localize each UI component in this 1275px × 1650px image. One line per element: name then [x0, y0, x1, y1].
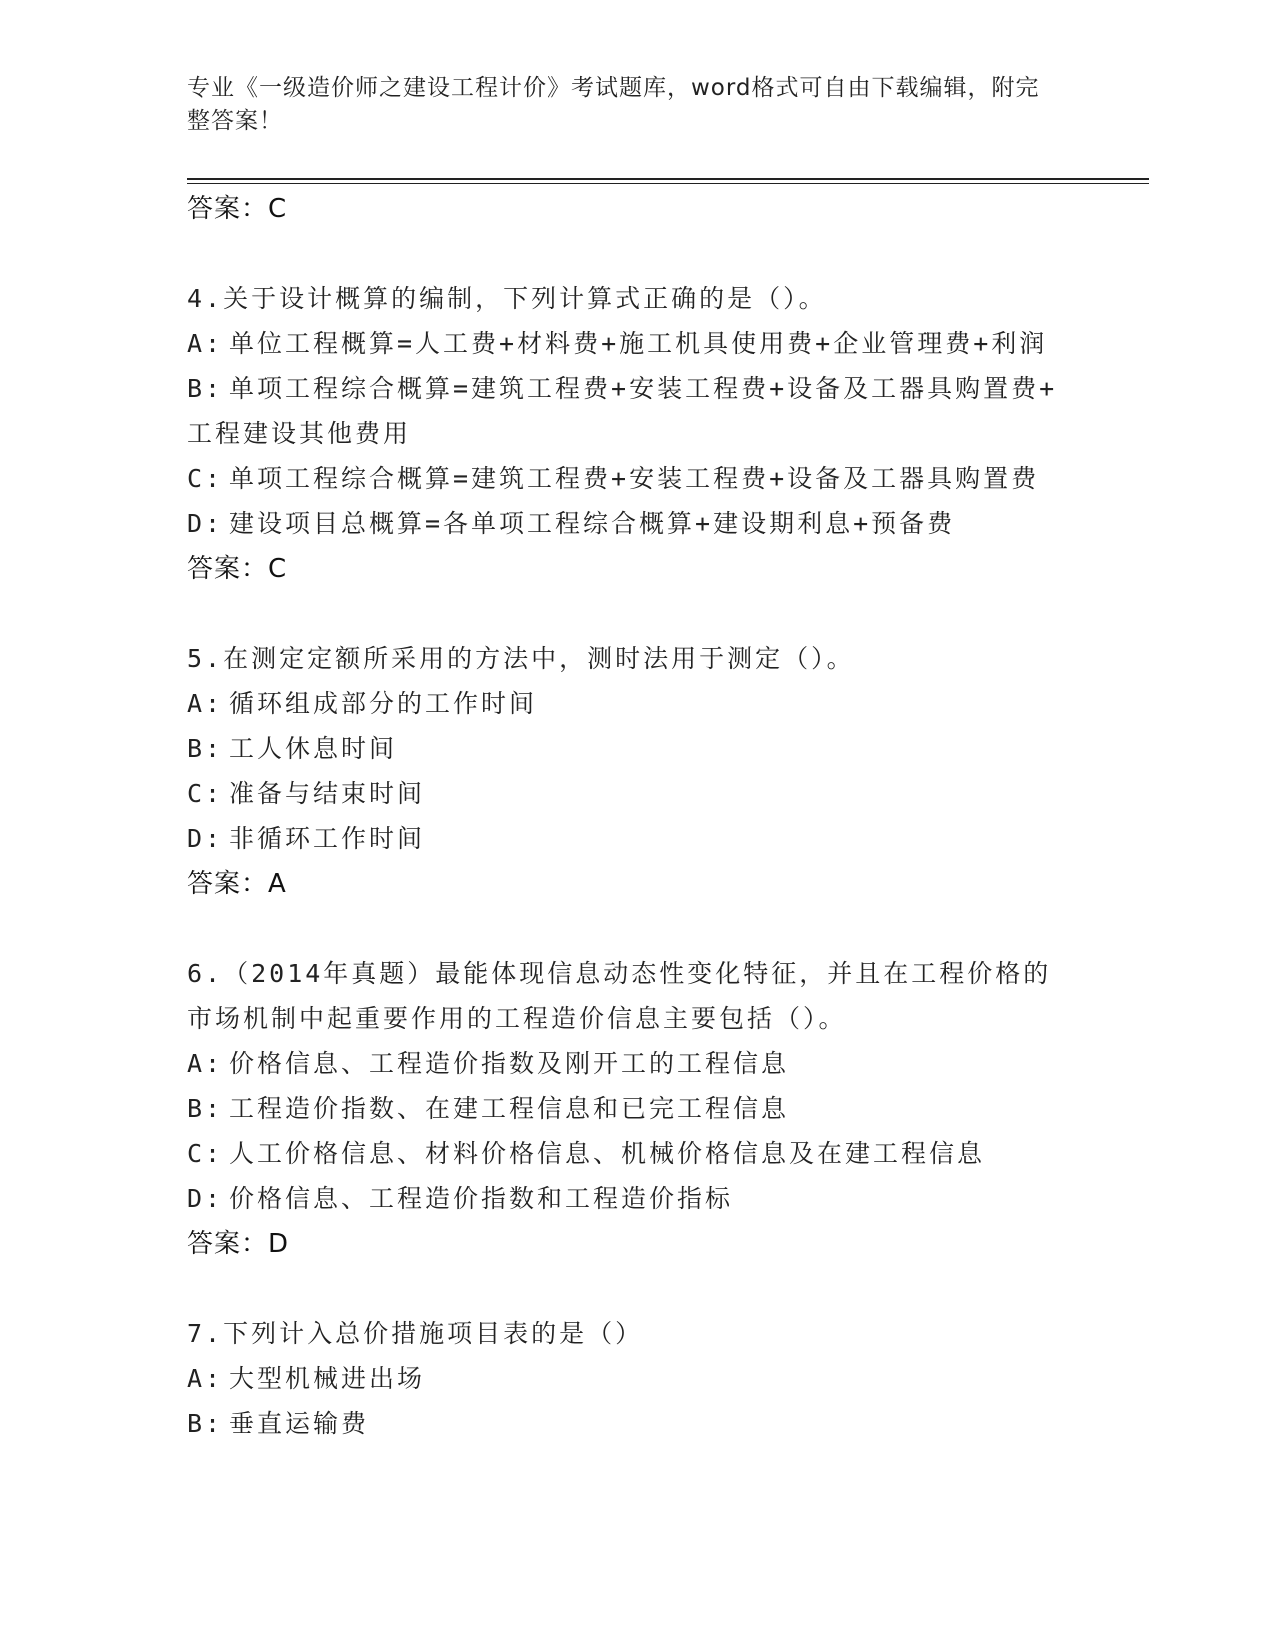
option-text: 人工价格信息、材料价格信息、机械价格信息及在建工程信息: [229, 1139, 986, 1168]
option-key: A:: [187, 1364, 224, 1393]
option-key: C:: [187, 1139, 224, 1168]
option-b-continued: 工程建设其他费用: [187, 419, 412, 448]
option-key: B:: [187, 374, 224, 403]
option-text: 循环组成部分的工作时间: [229, 689, 538, 718]
option-c: [187, 456, 1087, 501]
question-item: [187, 276, 1087, 636]
option-b: [187, 726, 1087, 771]
option-b: [187, 366, 1087, 411]
question-list: [187, 186, 1087, 1446]
option-key: C:: [187, 464, 224, 493]
option-key: C:: [187, 779, 224, 808]
document-header: [187, 72, 1067, 138]
option-key: D:: [187, 509, 224, 538]
question-stem: 7.下列计入总价措施项目表的是（）: [187, 1319, 644, 1348]
option-text: 工人休息时间: [229, 734, 398, 763]
header-divider-thick: [187, 178, 1149, 180]
option-key: B:: [187, 734, 224, 763]
option-text: 单项工程综合概算=建筑工程费+安装工程费+设备及工器具购置费+: [229, 374, 1058, 403]
spacer: [187, 232, 1087, 276]
option-d: [187, 1176, 1087, 1221]
question-stem: 4.关于设计概算的编制，下列计算式正确的是（）。: [187, 284, 827, 313]
question-stem-continued: 市场机制中起重要作用的工程造价信息主要包括（）。: [187, 1004, 847, 1033]
option-b: [187, 1401, 1087, 1446]
answer-line: 答案：C: [187, 194, 288, 224]
option-a: [187, 681, 1087, 726]
option-b: [187, 1086, 1087, 1131]
option-key: A:: [187, 1049, 224, 1078]
option-a: [187, 1356, 1087, 1401]
option-key: B:: [187, 1094, 224, 1123]
header-line-2: 整答案！: [187, 108, 283, 134]
option-key: B:: [187, 1409, 224, 1438]
option-text: 建设项目总概算=各单项工程综合概算+建设期利息+预备费: [229, 509, 956, 538]
answer-line: 答案：C: [187, 554, 288, 584]
option-text: 单位工程概算=人工费+材料费+施工机具使用费+企业管理费+利润: [229, 329, 1048, 358]
spacer: [187, 592, 1087, 636]
header-line-1: 专业《一级造价师之建设工程计价》考试题库，word格式可自由下载编辑，附完: [187, 75, 1040, 101]
option-text: 价格信息、工程造价指数和工程造价指标: [229, 1184, 734, 1213]
option-key: A:: [187, 689, 224, 718]
option-text: 准备与结束时间: [229, 779, 426, 808]
option-key: A:: [187, 329, 224, 358]
question-stem: 5.在测定定额所采用的方法中，测时法用于测定（）。: [187, 644, 855, 673]
question-item: [187, 636, 1087, 951]
option-text: 垂直运输费: [229, 1409, 370, 1438]
option-key: D:: [187, 1184, 224, 1213]
option-text: 单项工程综合概算=建筑工程费+安装工程费+设备及工器具购置费: [229, 464, 1040, 493]
question-item: [187, 951, 1087, 1311]
option-d: [187, 501, 1087, 546]
option-text: 价格信息、工程造价指数及刚开工的工程信息: [229, 1049, 790, 1078]
option-text: 工程造价指数、在建工程信息和已完工程信息: [229, 1094, 790, 1123]
option-text: 大型机械进出场: [229, 1364, 426, 1393]
question-stem: 6.（2014年真题）最能体现信息动态性变化特征，并且在工程价格的: [187, 959, 1052, 988]
option-c: [187, 1131, 1087, 1176]
answer-line: 答案：A: [187, 869, 287, 899]
header-divider-thin: [187, 183, 1149, 184]
spacer: [187, 907, 1087, 951]
spacer: [187, 1267, 1087, 1311]
question-item: [187, 1311, 1087, 1446]
option-key: D:: [187, 824, 224, 853]
option-a: [187, 321, 1087, 366]
option-c: [187, 771, 1087, 816]
option-text: 非循环工作时间: [229, 824, 426, 853]
option-a: [187, 1041, 1087, 1086]
answer-line: 答案：D: [187, 1229, 290, 1259]
option-d: [187, 816, 1087, 861]
